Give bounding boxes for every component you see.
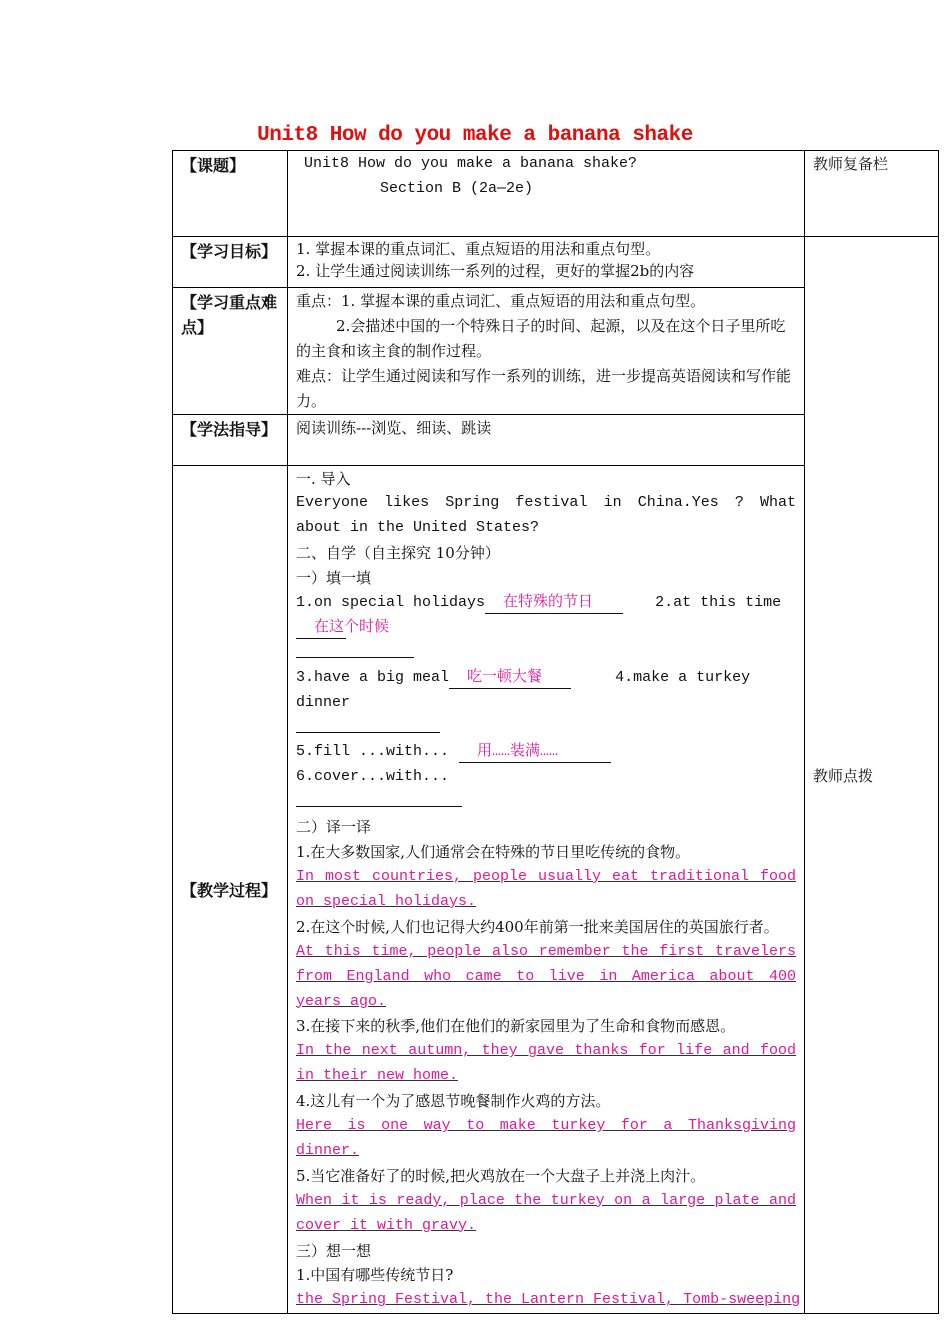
- lesson-plan-table: [172, 150, 939, 1314]
- fill-question: 5.fill ...with...: [296, 743, 450, 761]
- fill-row: [296, 591, 796, 641]
- topic-line1: Unit8 How do you make a banana shake?: [304, 155, 638, 172]
- difficult-point: 难点：让学生通过阅读和写作一系列的训练，进一步提高英语阅读和写作能力。: [296, 366, 792, 410]
- document-title: Unit8 How do you make a banana shake: [257, 124, 693, 147]
- fill-answer: 吃一顿大餐: [467, 668, 543, 686]
- fill-heading: 一）填一填: [296, 569, 372, 588]
- key-point-2: 2.会描述中国的一个特殊日子的时间、起源，以及在这个日子里所吃的主食和该主食的制作过程。: [296, 316, 786, 360]
- label-process: 【教学过程】: [173, 465, 288, 1314]
- row-topic: [173, 151, 939, 237]
- objectives-content: [288, 237, 805, 288]
- translate-chinese: 5.当它准备好了的时候,把火鸡放在一个大盘子上并浇上肉汁。: [296, 1166, 706, 1185]
- fill-question: 3.have a big meal: [296, 668, 450, 686]
- methods-content: 阅读训练---浏览、细读、跳读: [288, 414, 805, 465]
- section-self-study-heading: 二、自学（自主探究 10分钟）: [296, 544, 500, 563]
- translate-chinese: 1.在大多数国家,人们通常会在特殊的节日里吃传统的食物。: [296, 843, 691, 862]
- key-points-content: [288, 288, 805, 415]
- process-content: [288, 465, 805, 1314]
- fill-question: 2.at this time: [655, 594, 782, 612]
- topic-content: [288, 151, 805, 237]
- label-methods: 【学法指导】: [173, 414, 288, 465]
- translate-chinese: 2.在这个时候,人们也记得大约400年前第一批来美国居住的英国旅行者。: [296, 917, 779, 936]
- label-key-points: 【学习重点难点】: [173, 288, 288, 415]
- teacher-notes-column: 教师点拨: [805, 237, 939, 1314]
- row-objectives: [173, 237, 939, 288]
- translate-english: At this time, people also remember the first travelers from England who came to live in America about 400 years ago.: [296, 942, 796, 1010]
- translate-english: In the next autumn, they gave thanks for life and food in their new home.: [296, 1042, 796, 1085]
- translate-english: Here is one way to make turkey for a Thanksgiving dinner.: [296, 1117, 796, 1159]
- objective-item: 1. 掌握本课的重点词汇、重点短语的用法和重点句型。: [296, 240, 661, 258]
- translate-english: When it is ready, place the turkey on a large plate and cover it with gravy.: [296, 1191, 796, 1234]
- fill-row: [296, 666, 796, 716]
- fill-answer: 在特殊的节日: [503, 594, 594, 612]
- fill-row: [296, 740, 796, 790]
- translate-chinese: 3.在接下来的秋季,他们在他们的新家园里为了生命和食物而感恩。: [296, 1017, 736, 1036]
- objective-item: 2. 让学生通过阅读训练一系列的过程，更好的掌握2b的内容: [296, 262, 695, 280]
- think-answer: the Spring Festival, the Lantern Festival, Tomb-sweeping: [296, 1291, 801, 1309]
- think-question: 1.中国有哪些传统节日?: [296, 1266, 454, 1285]
- section-intro-heading: 一. 导入: [296, 469, 351, 488]
- translate-item: [296, 1089, 796, 1164]
- teacher-review-column: 教师复备栏: [805, 151, 939, 237]
- translate-item: [296, 1164, 796, 1239]
- key-point-1: 重点：1. 掌握本课的重点词汇、重点短语的用法和重点句型。: [296, 292, 706, 310]
- translate-heading: 二）译一译: [296, 818, 372, 837]
- think-heading: 三）想一想: [296, 1241, 372, 1260]
- fill-answer: 用……装满……: [477, 743, 559, 761]
- intro-text: Everyone likes Spring festival in China.Yes ? What about in the United States?: [296, 494, 796, 537]
- label-topic: 【课题】: [173, 151, 288, 237]
- fill-answer: 在这个时候: [314, 618, 390, 636]
- translate-chinese: 4.这儿有一个为了感恩节晚餐制作火鸡的方法。: [296, 1092, 611, 1111]
- fill-question: 4.make a turkey dinner: [296, 668, 751, 711]
- translate-item: [296, 915, 796, 1015]
- topic-line2: Section B (2a—2e): [380, 179, 534, 197]
- fill-question: 6.cover...with...: [296, 768, 450, 786]
- label-objectives: 【学习目标】: [173, 237, 288, 288]
- translate-english: In most countries, people usually eat traditional food on special holidays.: [296, 867, 796, 910]
- fill-question: 1.on special holidays: [296, 594, 486, 612]
- translate-item: [296, 840, 796, 915]
- translate-item: [296, 1014, 796, 1089]
